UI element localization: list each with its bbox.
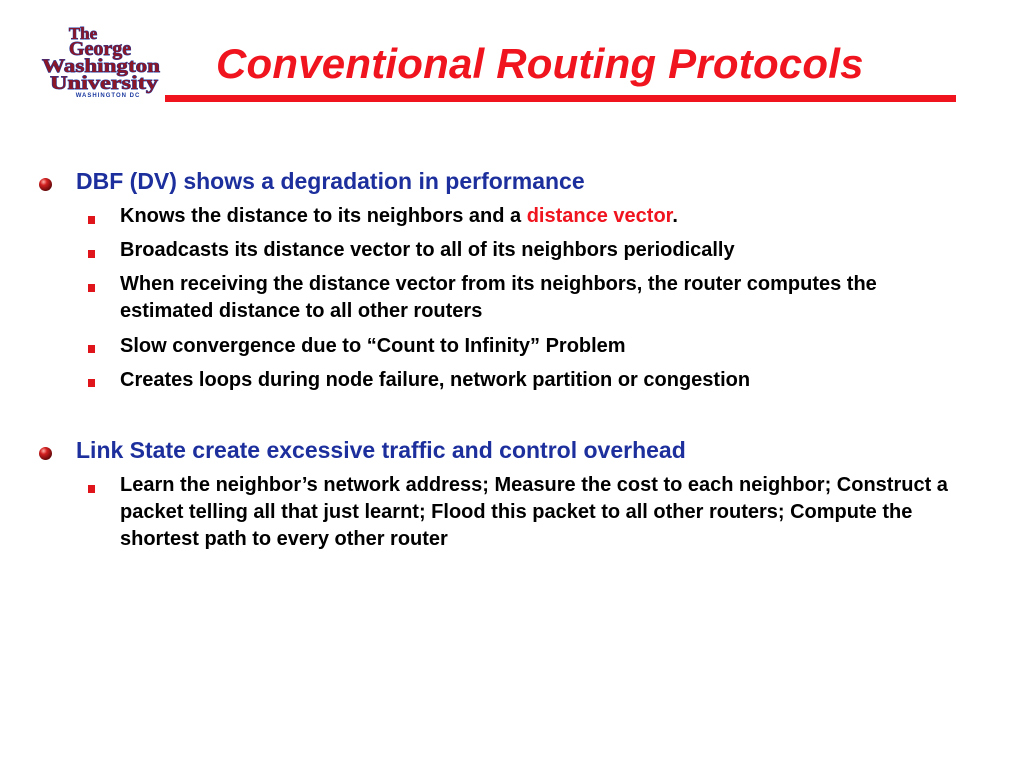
square-bullet-icon [88,284,95,292]
list-item: Learn the neighbor’s network address; Measure the cost to each neighbor; Construct a packet telling all that just learnt; Flood this packet to all other routers; Compute the shortest path to every other router [120,474,948,550]
section-heading-dv: DBF (DV) shows a degradation in performance [76,168,585,194]
list-item: Creates loops during node failure, network partition or congestion [120,369,751,391]
sphere-bullet-icon [38,446,53,461]
square-bullet-icon [88,345,95,353]
square-bullet-icon [88,485,95,493]
highlight-term: distance vector [526,205,673,227]
logo-line-1: The [68,24,98,43]
square-bullet-icon [88,250,95,258]
title-underline [165,95,956,102]
logo-subtext: WASHINGTON DC [75,93,141,99]
section-heading-link-state: Link State create excessive traffic and control overhead [76,437,686,463]
list-item: Broadcasts its distance vector to all of its neighbors periodically [120,239,735,261]
list-item [120,203,970,230]
list-item: Slow convergence due to “Count to Infinity” Problem [120,335,626,357]
logo-line-2: George [68,38,132,60]
list-item: When receiving the distance vector from its neighbors, the router computes the estimated distance to all other routers [120,273,877,322]
slide-title: Conventional Routing Protocols [216,40,864,87]
square-bullet-icon [88,216,95,224]
logo-line-4: University [50,73,159,94]
list-item-text: Knows the distance to its neighbors and a [120,205,527,227]
sphere-bullet-icon [38,177,53,192]
list-item-suffix: . [672,205,678,227]
square-bullet-icon [88,379,95,387]
university-logo [38,22,164,102]
logo-line-3: Washington [42,56,161,77]
